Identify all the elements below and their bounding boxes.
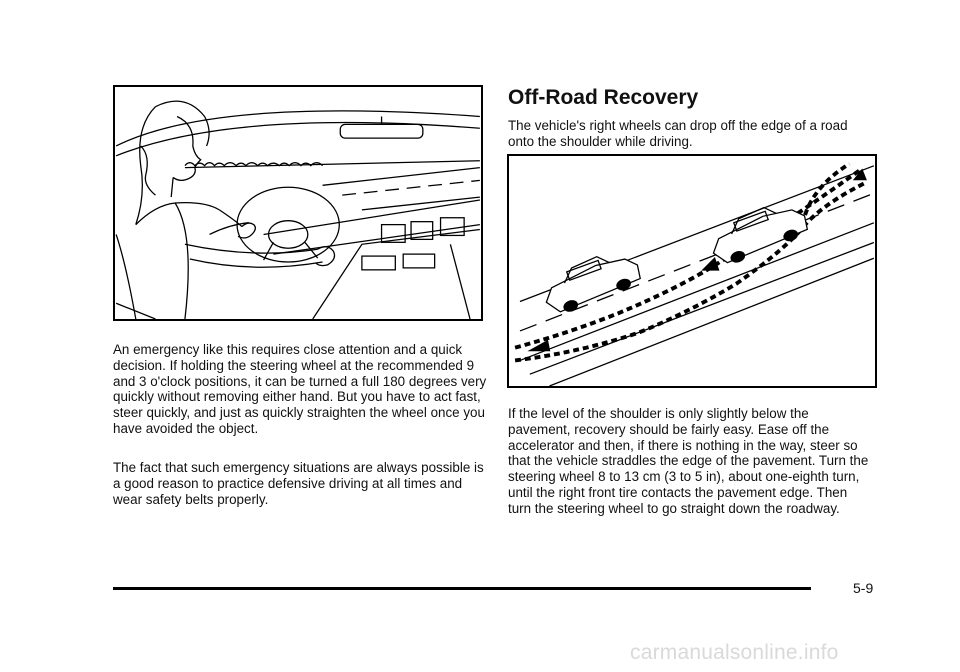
left-paragraph-2: The fact that such emergency situations are always possible is a good reason to practice defensive driving at all times and wear safety belts properly. bbox=[113, 460, 484, 507]
driver-illustration bbox=[113, 85, 483, 321]
recovery-paragraph: If the level of the shoulder is only slightly below the pavement, recovery should be fairly easy. Ease off the accelerator and then, if there is nothing in the way, steer so that the vehicle straddles the edge of the pavement. Turn the steering wheel 8 to 13 cm (3 to 5 in), about one-eighth turn, until the right front tire contacts the pavement edge. Then turn the steering wheel to go straight down the roadway. bbox=[508, 406, 869, 516]
section-heading: Off-Road Recovery bbox=[508, 86, 699, 109]
watermark: carmanualsonline.info bbox=[630, 641, 839, 664]
page-number: 5-9 bbox=[853, 580, 874, 596]
intro-paragraph: The vehicle's right wheels can drop off the edge of a road onto the shoulder while driving. bbox=[508, 118, 848, 149]
footer-rule bbox=[113, 587, 811, 590]
off-road-recovery-illustration bbox=[507, 154, 877, 388]
left-paragraph-1: An emergency like this requires close attention and a quick decision. If holding the steering wheel at the recommended 9 and 3 o'clock positions, it can be turned a full 180 degrees very quickly without removing either hand. But you have to act fast, steer quickly, and just as quickly straighten the wheel once you have avoided the object. bbox=[113, 342, 487, 436]
